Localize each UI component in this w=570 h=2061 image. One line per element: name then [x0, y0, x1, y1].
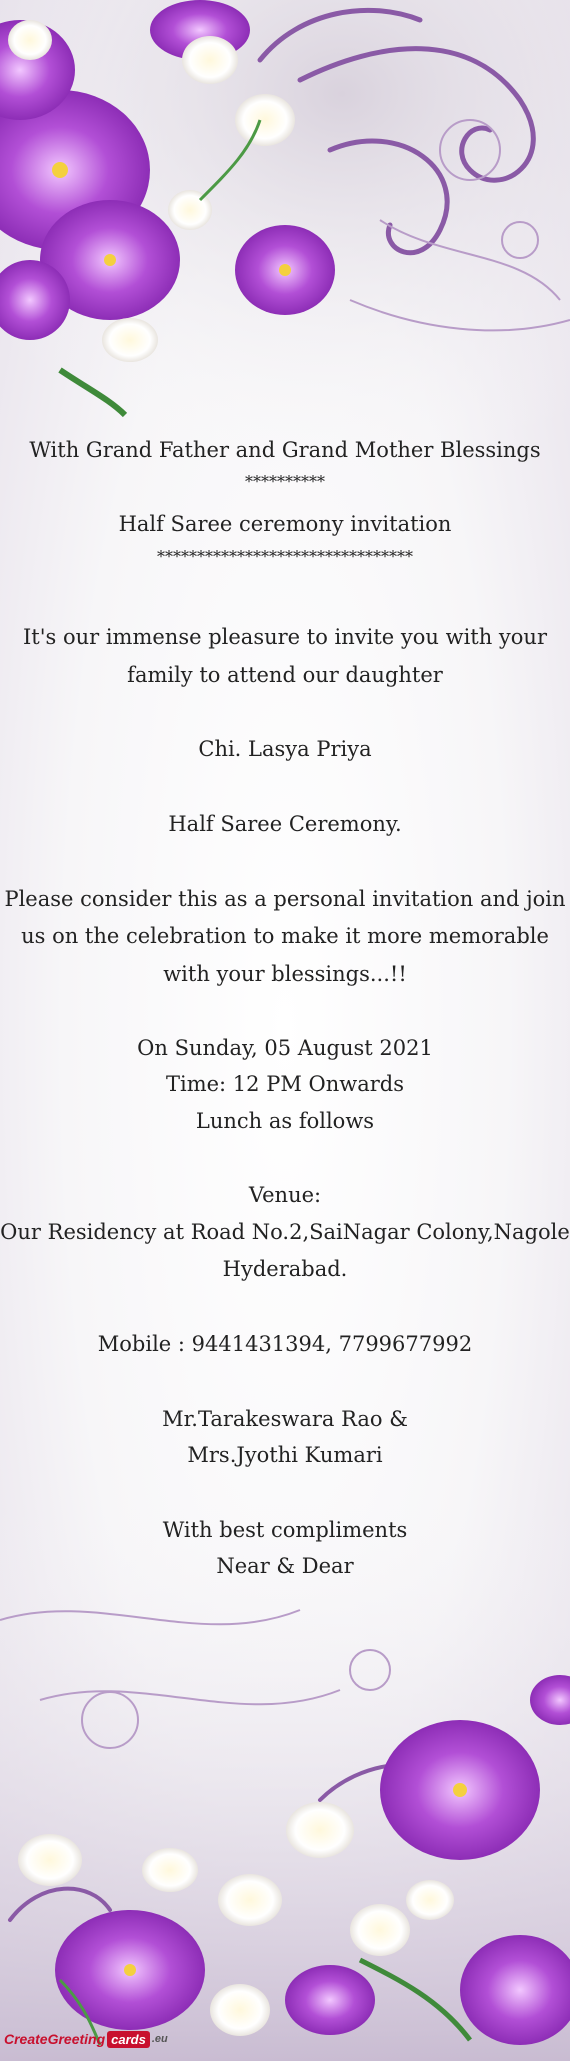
logo-domain-text: .eu — [151, 2033, 168, 2045]
venue-line1: Our Residency at Road No.2,SaiNagar Colony,Nagole — [0, 1220, 570, 1244]
host-line2: Mrs.Jyothi Kumari — [187, 1443, 383, 1467]
stars-divider-long: ******************************** — [157, 547, 413, 566]
bottom-floral-decoration — [0, 1500, 570, 2061]
createcards-logo[interactable] — [4, 2023, 168, 2055]
pleasure-text-line2: family to attend our daughter — [127, 663, 443, 687]
logo-brand-text: CreateGreeting — [4, 2031, 106, 2047]
near-dear-text: Near & Dear — [216, 1554, 354, 1578]
daughter-name: Chi. Lasya Priya — [198, 737, 372, 761]
consider-text-line2: us on the celebration to make it more memorable — [21, 924, 549, 948]
blessings-text: With Grand Father and Grand Mother Blessings — [29, 438, 541, 462]
consider-text-line1: Please consider this as a personal invitation and join — [4, 887, 566, 911]
stars-divider: ********** — [245, 472, 325, 491]
pleasure-text-line1: It's our immense pleasure to invite you with your — [23, 625, 547, 649]
compliments-text: With best compliments — [162, 1518, 408, 1542]
ceremony-title: Half Saree ceremony invitation — [118, 512, 452, 536]
host-line1: Mr.Tarakeswara Rao & — [162, 1407, 408, 1431]
top-floral-decoration — [0, 0, 570, 470]
event-date: On Sunday, 05 August 2021 — [137, 1036, 433, 1060]
mobile-numbers: Mobile : 9441431394, 7799677992 — [97, 1332, 473, 1356]
consider-text-line3: with your blessings...!! — [163, 962, 407, 986]
lunch-text: Lunch as follows — [195, 1109, 375, 1133]
event-time: Time: 12 PM Onwards — [165, 1072, 404, 1096]
ceremony-name: Half Saree Ceremony. — [168, 812, 402, 836]
logo-cards-box: cards — [107, 2031, 150, 2048]
venue-line2: Hyderabad. — [222, 1257, 348, 1281]
venue-label: Venue: — [248, 1183, 322, 1207]
